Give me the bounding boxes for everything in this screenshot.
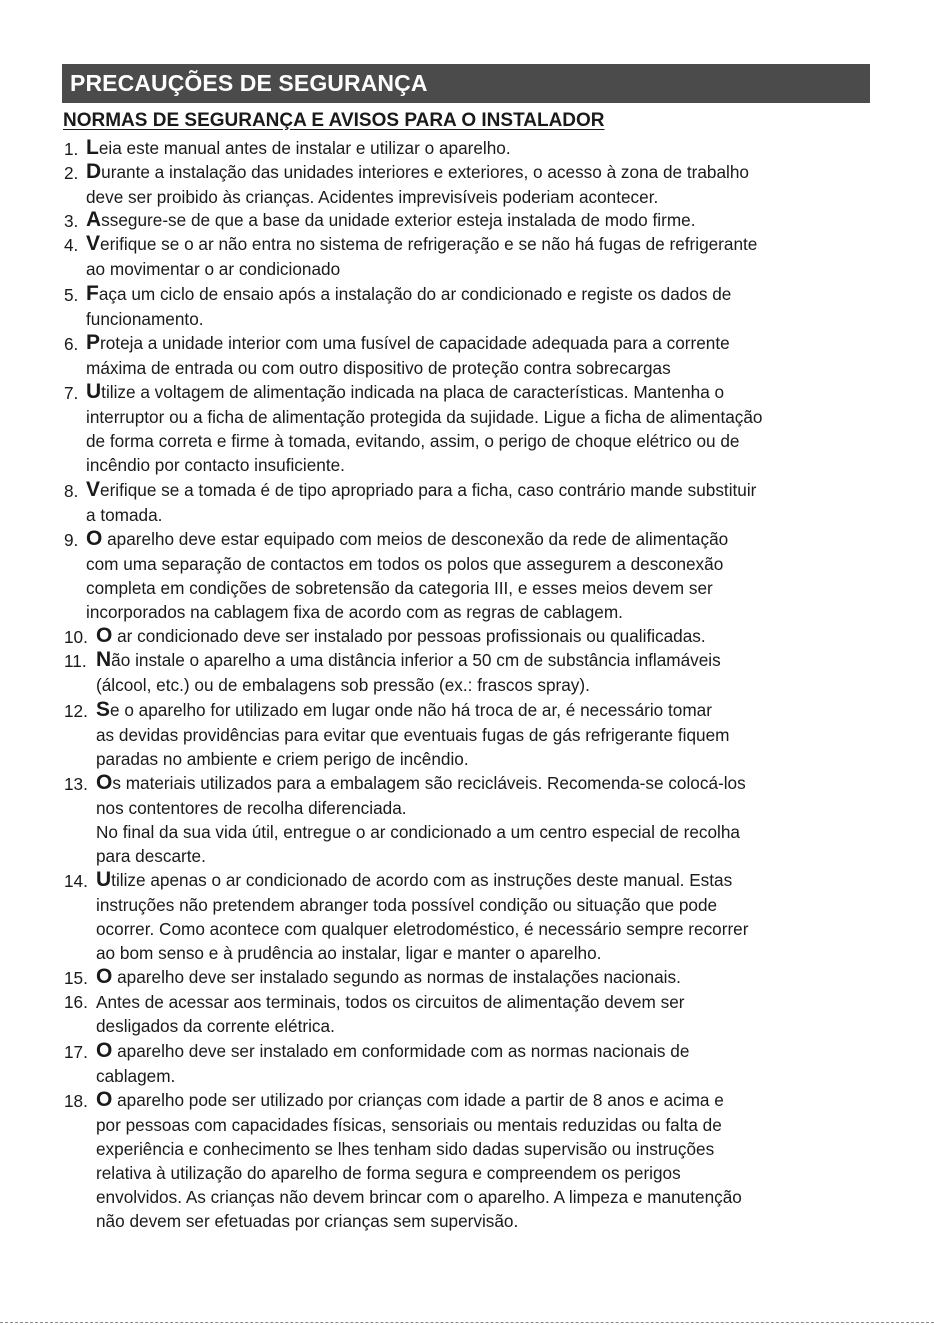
item-text: tilize a voltagem de alimentação indicada na placa de características. Mantenha o [101,382,725,402]
item-text: aparelho deve estar equipado com meios de desconexão da rede de alimentação [102,529,729,549]
item-text-line [96,965,681,989]
item-initial-letter: S [96,698,111,721]
item-number: 6. [64,334,79,354]
item-text: incorporados na cablagem fixa de acordo com as regras de cablagem. [86,602,623,622]
item-initial-letter: O [86,527,103,550]
item-text: ao movimentar o ar condicionado [86,259,341,279]
item-text-line [96,675,590,696]
item-initial-letter: O [96,771,113,794]
item-text: instruções não pretendem abranger toda possível condição ou situação que pode [96,895,718,915]
item-number: 17. [64,1042,88,1062]
item-text: ão instale o aparelho a uma distância inferior a 50 cm de substância inflamáveis [111,650,721,670]
item-text-line [96,1211,518,1232]
item-text-line [96,1016,335,1037]
item-number: 11. [64,651,87,671]
item-text-line [86,331,730,355]
item-text: erifique se o ar não entra no sistema de refrigeração e se não há fugas de refrigerante [100,234,758,254]
subsection-title: NORMAS DE SEGURANÇA E AVISOS PARA O INSTALADOR [63,110,605,131]
item-text: deve ser proibido às crianças. Acidentes imprevisíveis poderiam acontecer. [86,187,659,207]
item-text-line [86,232,757,256]
item-text-line [86,380,724,404]
item-text: funcionamento. [86,309,204,329]
item-text-line [86,455,345,476]
item-text-line [86,431,740,452]
item-text: completa em condições de sobretensão da categoria III, e esses meios devem ser [86,578,713,598]
item-text-line [86,554,723,575]
item-text-line [96,943,601,964]
item-text-line [96,1088,724,1112]
item-initial-letter: P [86,331,101,354]
item-text-line [86,309,204,330]
item-text-line [86,282,731,306]
item-initial-letter: O [96,965,113,988]
item-text: ocorrer. Como acontece com qualquer eletrodoméstico, é necessário sempre recorrer [96,919,749,939]
item-text: interruptor ou a ficha de alimentação protegida da sujidade. Ligue a ficha de alimentação [86,407,763,427]
item-number: 14. [64,871,88,891]
item-text-line [96,624,706,648]
item-text-line [96,1039,689,1063]
item-text: aça um ciclo de ensaio após a instalação do ar condicionado e registe os dados de [98,284,732,304]
item-text: as devidas providências para evitar que eventuais fugas de gás refrigerante fiquem [96,725,730,745]
item-text: urante a instalação das unidades interiores e exteriores, o acesso à zona de trabalho [101,162,749,182]
item-text: ssegure-se de que a base da unidade exterior esteja instalada de modo firme. [101,210,696,230]
item-number: 12. [64,701,88,721]
page-bottom-divider [0,1322,934,1323]
item-text: Antes de acessar aos terminais, todos os circuitos de alimentação devem ser [96,992,685,1012]
item-number: 18. [64,1091,88,1111]
item-text-line [86,136,511,160]
item-text: aparelho pode ser utilizado por crianças com idade a partir de 8 anos e acima e [112,1090,724,1110]
item-initial-letter: O [96,624,113,647]
item-text: nos contentores de recolha diferenciada. [96,798,407,818]
item-text: incêndio por contacto insuficiente. [86,455,345,475]
item-text: a tomada. [86,505,163,525]
item-text: aparelho deve ser instalado segundo as normas de instalações nacionais. [112,967,681,987]
item-number: 4. [64,235,79,255]
item-text-line [96,846,206,867]
item-text-line [96,798,407,819]
item-text-line [96,698,712,722]
item-text: roteja a unidade interior com uma fusível de capacidade adequada para a corrente [100,333,730,353]
item-number: 16. [64,992,88,1012]
item-text-line [96,919,748,940]
item-initial-letter: F [86,282,99,305]
item-text: por pessoas com capacidades físicas, sensoriais ou mentais reduzidas ou falta de [96,1115,722,1135]
item-text: paradas no ambiente e criem perigo de incêndio. [96,749,469,769]
item-text: e o aparelho for utilizado em lugar onde não há troca de ar, é necessário tomar [110,700,712,720]
item-text: de forma correta e firme à tomada, evitando, assim, o perigo de choque elétrico ou de [86,431,740,451]
item-number: 5. [64,285,79,305]
item-text: aparelho deve ser instalado em conformidade com as normas nacionais de [112,1041,690,1061]
item-text-line [86,358,671,379]
item-text-line [96,1066,175,1087]
item-text-line [86,187,658,208]
item-number: 13. [64,774,88,794]
item-text: No final da sua vida útil, entregue o ar condicionado a um centro especial de recolha [96,822,740,842]
item-text-line [86,407,763,428]
item-text-line [96,1139,714,1160]
item-text-line [96,868,732,892]
item-initial-letter: O [96,1039,113,1062]
item-text-line [96,822,740,843]
item-text-line [96,992,684,1013]
item-text: para descarte. [96,846,206,866]
item-initial-letter: U [96,868,112,891]
item-text: tilize apenas o ar condicionado de acordo com as instruções deste manual. Estas [111,870,733,890]
item-text-line [96,725,729,746]
item-text-line [96,771,746,795]
item-initial-letter: O [96,1088,113,1111]
item-text: com uma separação de contactos em todos os polos que assegurem a desconexão [86,554,724,574]
item-text-line [86,578,713,599]
item-initial-letter: U [86,380,102,403]
item-initial-letter: L [86,136,99,159]
item-text: (álcool, etc.) ou de embalagens sob pressão (ex.: frascos spray). [96,675,590,695]
item-initial-letter: V [86,232,101,255]
item-initial-letter: V [86,478,101,501]
item-text-line [96,1187,742,1208]
item-text-line [96,895,717,916]
item-number: 15. [64,968,88,988]
item-text: desligados da corrente elétrica. [96,1016,335,1036]
item-initial-letter: A [86,208,102,231]
item-text-line [86,478,756,502]
item-text: ar condicionado deve ser instalado por pessoas profissionais ou qualificadas. [112,626,706,646]
item-text: relativa à utilização do aparelho de forma segura e compreendem os perigos [96,1163,681,1183]
item-number: 9. [64,530,79,550]
item-number: 2. [64,163,79,183]
item-initial-letter: D [86,160,102,183]
item-text: s materiais utilizados para a embalagem são recicláveis. Recomenda-se colocá-los [112,773,746,793]
item-text-line [96,749,469,770]
item-number: 1. [64,139,79,159]
item-text-line [86,208,695,232]
item-text-line [86,505,162,526]
item-text: eia este manual antes de instalar e utilizar o aparelho. [98,138,511,158]
item-text: não devem ser efetuadas por crianças sem supervisão. [96,1211,519,1231]
item-text: envolvidos. As crianças não devem brincar com o aparelho. A limpeza e manutenção [96,1187,742,1207]
item-text-line [96,648,721,672]
item-text-line [86,160,749,184]
item-number: 3. [64,211,79,231]
item-text-line [86,602,623,623]
item-text: cablagem. [96,1066,176,1086]
section-title: PRECAUÇÕES DE SEGURANÇA [70,70,428,96]
item-text-line [96,1115,722,1136]
item-text: máxima de entrada ou com outro dispositivo de proteção contra sobrecargas [86,358,671,378]
item-number: 7. [64,383,79,403]
item-text-line [96,1163,681,1184]
item-text-line [86,527,728,551]
item-text: erifique se a tomada é de tipo apropriado para a ficha, caso contrário mande substituir [100,480,757,500]
item-number: 10. [64,627,88,647]
item-text: ao bom senso e à prudência ao instalar, ligar e manter o aparelho. [96,943,602,963]
item-number: 8. [64,481,79,501]
item-text: experiência e conhecimento se lhes tenham sido dadas supervisão ou instruções [96,1139,715,1159]
item-initial-letter: N [96,648,112,671]
item-text-line [86,259,340,280]
